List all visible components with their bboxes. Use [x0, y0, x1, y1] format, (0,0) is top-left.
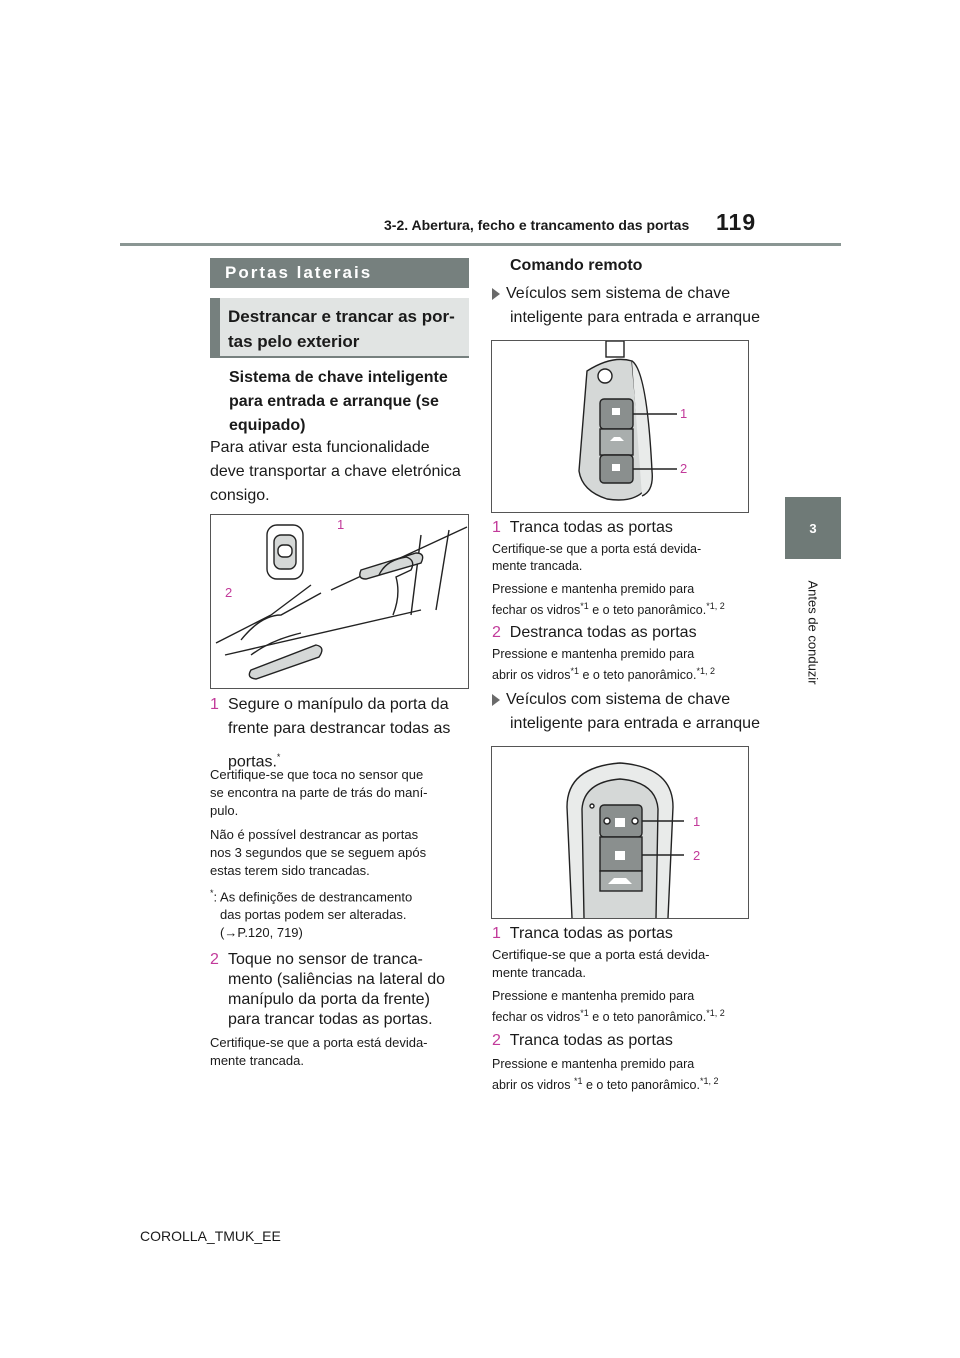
- smart-note-open-windows: Pressione e mantenha premido para abrir os vidros $^{*1}$ e o teto panorâmico.$^{*1, 2}$: [492, 1057, 719, 1093]
- bullet-triangle-icon: [492, 288, 500, 300]
- figure-label-1: 1: [337, 517, 345, 532]
- remote-item-lock: 1 Tranca todas as portas: [492, 519, 673, 536]
- instruction-item-1: 1 Segure o manípulo da porta da frente para destrancar todas as portas.*: [210, 693, 470, 774]
- bullet-smart-key: Veículos com sistema de chave inteligente para entrada e arranque: [492, 688, 760, 736]
- section-title: Portas laterais: [210, 258, 469, 288]
- smart-key-figure: [491, 746, 749, 919]
- page-number: 119: [716, 209, 757, 235]
- flip-key-illustration: [492, 341, 748, 512]
- bullet-triangle-icon: [492, 694, 500, 706]
- remote-note-close-windows: Pressione e mantenha premido para fechar os vidros$^{*1}$ e o teto panorâmico.$^{*1, 2}$: [492, 582, 725, 618]
- chapter-tab-label: Antes de conduzir: [805, 580, 821, 685]
- smart-item-second: 2 Tranca todas as portas: [492, 1032, 673, 1049]
- remote-item-unlock: 2 Destranca todas as portas: [492, 624, 697, 641]
- figure-label-2: 2: [693, 848, 701, 863]
- figure-label-1: 1: [693, 814, 701, 829]
- subsection-title: Destrancar e trancar as por- tas pelo exterior: [210, 298, 469, 358]
- chapter-title: 3-2. Abertura, fecho e trancamento das portas: [384, 217, 690, 233]
- header-rule: [120, 243, 841, 246]
- figure-label-2: 2: [680, 461, 688, 476]
- note-delay: Não é possível destrancar as portas nos 3 segundos que se seguem após estas terem sido trancadas.: [210, 827, 427, 878]
- smart-key-illustration: [492, 747, 748, 918]
- remote-note-locked: Certifique-se que a porta está devida- mente trancada.: [492, 542, 702, 573]
- intro-text: Para ativar esta funcionalidade deve transportar a chave eletrónica consigo.: [210, 439, 461, 504]
- smart-note-locked: Certifique-se que a porta está devida- mente trancada.: [492, 947, 710, 980]
- remote-key-figure: [491, 340, 749, 513]
- bullet-no-smart-key: Veículos sem sistema de chave inteligente para entrada e arranque: [492, 282, 760, 330]
- note-locked: Certifique-se que a porta está devida- mente trancada.: [210, 1035, 428, 1068]
- figure-label-1: 1: [680, 406, 688, 421]
- smart-item-lock: 1 Tranca todas as portas: [492, 925, 673, 942]
- document-code: COROLLA_TMUK_EE: [140, 1228, 281, 1244]
- door-handle-figure: [210, 514, 469, 689]
- remote-note-open-windows: Pressione e mantenha premido para abrir os vidros$^{*1}$ e o teto panorâmico.$^{*1, 2}$: [492, 647, 715, 683]
- figure-label-2: 2: [225, 585, 233, 600]
- note-sensor: Certifique-se que toca no sensor que se encontra na parte de trás do maní- pulo.: [210, 767, 428, 818]
- item-number: 2: [210, 951, 219, 968]
- instruction-item-2: 2 Toque no sensor de tranca- mento (saliências na lateral do manípulo da porta da frente) para trancar todas as portas.: [210, 951, 446, 1028]
- footnote: *: As definições de destrancamento das portas podem ser alteradas. (→P.120, 719): [210, 888, 413, 941]
- item-number: 1: [210, 696, 219, 713]
- smart-note-close-windows: Pressione e mantenha premido para fechar os vidros$^{*1}$ e o teto panorâmico.$^{*1, 2}$: [492, 989, 725, 1025]
- smart-key-heading: Sistema de chave inteligente para entrada e arranque (se equipado): [229, 369, 448, 434]
- chapter-tab-number: 3: [785, 497, 841, 559]
- door-handle-illustration: [211, 515, 468, 688]
- remote-heading: Comando remoto: [510, 257, 643, 274]
